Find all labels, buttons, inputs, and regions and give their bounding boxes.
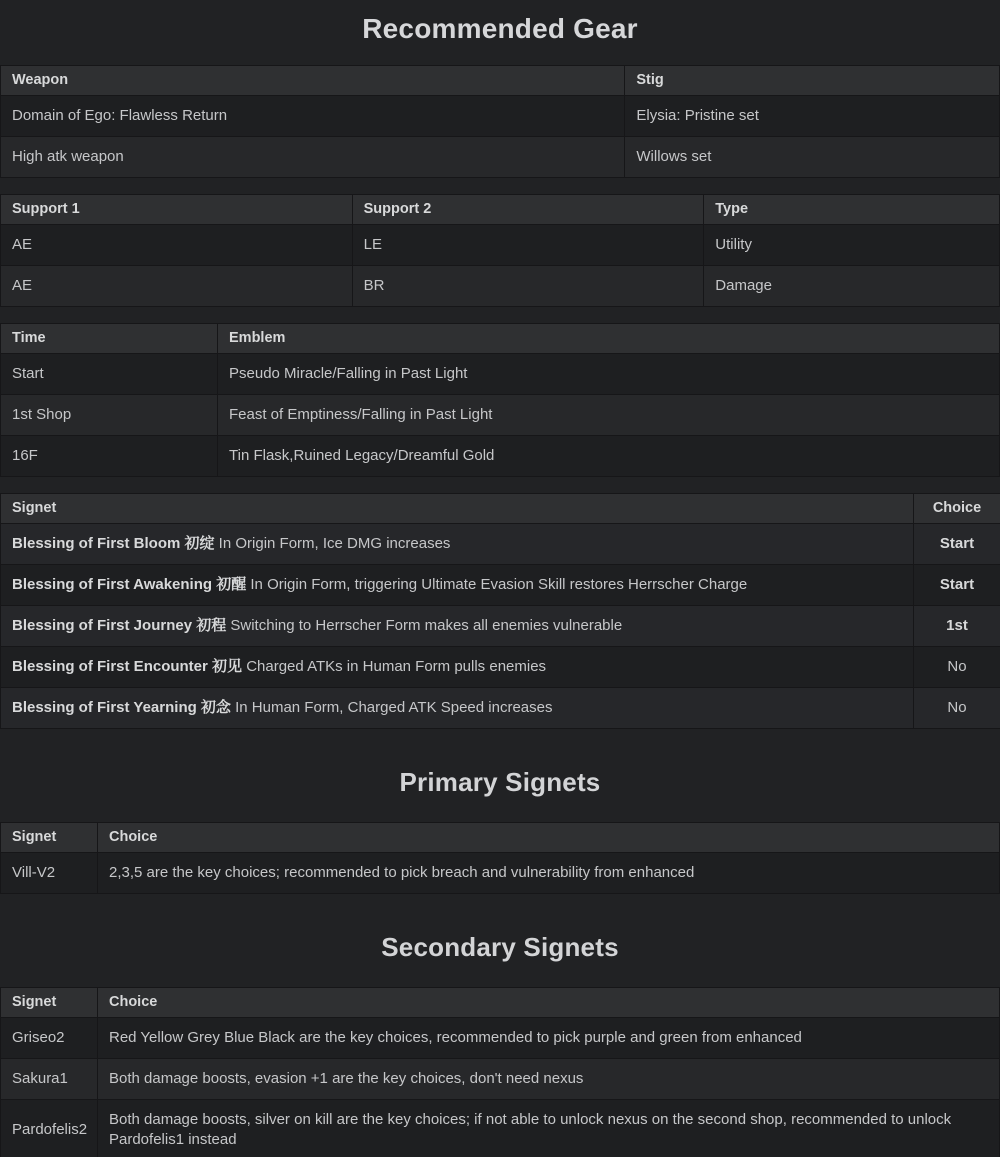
cell-text: Domain of Ego: Flawless Return (12, 107, 228, 124)
column-header: Signet (1, 988, 98, 1018)
table-row (1, 1100, 1000, 1157)
cell-text: Tin Flask,Ruined Legacy/Dreamful Gold (229, 447, 495, 464)
table-cell (352, 225, 704, 266)
primary-signets-table (0, 822, 1000, 894)
gear-table (0, 65, 1000, 178)
gear-header-row (1, 66, 1000, 96)
column-header: Stig (625, 66, 1000, 96)
cell-text: Utility (715, 236, 752, 253)
cell-text: Elysia: Pristine set (636, 107, 759, 124)
table-row (1, 606, 1000, 647)
primary-signets-heading: Primary Signets (399, 767, 601, 797)
signet-header-row (1, 494, 1000, 524)
cell-text: Pardofelis2 (12, 1121, 88, 1138)
cell-text-bold: Blessing of First Awakening 初醒 (12, 576, 247, 593)
page-title: Recommended Gear (362, 13, 638, 44)
table-cell (98, 1100, 1000, 1157)
table-row (1, 266, 1000, 307)
table-cell (914, 647, 1000, 688)
table-row (1, 1059, 1000, 1100)
column-header: Choice (914, 494, 1000, 524)
column-header: Emblem (218, 324, 1000, 354)
cell-text: 2,3,5 are the key choices; recommended to pick breach and vulnerability from enhanced (109, 864, 695, 881)
table-cell (352, 266, 704, 307)
table-row (1, 524, 1000, 565)
cell-text: High atk weapon (12, 148, 124, 165)
column-header: Time (1, 324, 218, 354)
table-cell (625, 96, 1000, 137)
column-header: Support 1 (1, 195, 353, 225)
table-cell (1, 688, 914, 729)
table-row (1, 96, 1000, 137)
table-row (1, 565, 1000, 606)
table-row (1, 688, 1000, 729)
column-header: Support 2 (352, 195, 704, 225)
table-cell (1, 137, 625, 178)
table-cell (914, 524, 1000, 565)
cell-text-bold: Start (939, 535, 975, 552)
table-cell (98, 853, 1000, 894)
table-cell (98, 1018, 1000, 1059)
cell-text: Vill-V2 (12, 864, 56, 881)
cell-text: Switching to Herrscher Form makes all enemies vulnerable (226, 617, 623, 634)
support-header-row (1, 195, 1000, 225)
table-cell (218, 354, 1000, 395)
cell-text-bold: Blessing of First Yearning 初念 (12, 699, 231, 716)
table-cell (1, 266, 353, 307)
table-cell (218, 436, 1000, 477)
cell-text: Griseo2 (12, 1029, 65, 1046)
primary-signets-header-row (1, 823, 1000, 853)
table-row (1, 354, 1000, 395)
cell-text: No (947, 658, 967, 675)
table-cell (704, 225, 1000, 266)
cell-text: In Human Form, Charged ATK Speed increases (230, 699, 553, 716)
secondary-signets-header-row (1, 988, 1000, 1018)
cell-text-bold: Start (939, 576, 975, 593)
cell-text: AE (12, 277, 33, 294)
table-cell (704, 266, 1000, 307)
secondary-signets-table (0, 987, 1000, 1157)
cell-text: Start (12, 365, 44, 382)
column-header: Type (704, 195, 1000, 225)
cell-text: LE (363, 236, 382, 253)
table-cell (1, 524, 914, 565)
cell-text: Both damage boosts, evasion +1 are the key choices, don't need nexus (109, 1070, 584, 1087)
cell-text-bold: Blessing of First Bloom 初绽 (12, 535, 215, 552)
table-cell (218, 395, 1000, 436)
table-cell (1, 96, 625, 137)
table-cell (914, 606, 1000, 647)
cell-text: No (947, 699, 967, 716)
table-cell (1, 354, 218, 395)
emblem-table (0, 323, 1000, 477)
table-cell (1, 565, 914, 606)
cell-text: In Origin Form, triggering Ultimate Evasion Skill restores Herrscher Charge (246, 576, 748, 593)
cell-text: Charged ATKs in Human Form pulls enemies (242, 658, 547, 675)
table-row (1, 137, 1000, 178)
table-cell (1, 853, 98, 894)
table-cell (1, 1100, 98, 1157)
table-row (1, 647, 1000, 688)
cell-text: Both damage boosts, silver on kill are the key choices; if not able to unlock nexus on the second shop, recommended to unlock Pardofelis1 instead (109, 1111, 952, 1148)
table-cell (1, 1018, 98, 1059)
cell-text: AE (12, 236, 33, 253)
table-cell (98, 1059, 1000, 1100)
signet-choice-table (0, 493, 1000, 729)
table-cell (1, 606, 914, 647)
cell-text: Feast of Emptiness/Falling in Past Light (229, 406, 493, 423)
cell-text-bold: 1st (946, 617, 968, 634)
table-cell (914, 565, 1000, 606)
column-header: Signet (1, 494, 914, 524)
table-row (1, 225, 1000, 266)
table-row (1, 395, 1000, 436)
cell-text: In Origin Form, Ice DMG increases (214, 535, 451, 552)
cell-text: 1st Shop (12, 406, 72, 423)
cell-text: Damage (715, 277, 772, 294)
cell-text-bold: Blessing of First Encounter 初见 (12, 658, 243, 675)
cell-text: Sakura1 (12, 1070, 68, 1087)
cell-text: BR (363, 277, 385, 294)
column-header: Choice (98, 988, 1000, 1018)
table-cell (1, 1059, 98, 1100)
table-row (1, 1018, 1000, 1059)
table-cell (1, 436, 218, 477)
emblem-header-row (1, 324, 1000, 354)
table-row (1, 853, 1000, 894)
cell-text: Red Yellow Grey Blue Black are the key choices, recommended to pick purple and green from enhanced (109, 1029, 802, 1046)
column-header: Weapon (1, 66, 625, 96)
cell-text-bold: Blessing of First Journey 初程 (12, 617, 227, 634)
table-cell (625, 137, 1000, 178)
table-cell (1, 395, 218, 436)
column-header: Choice (98, 823, 1000, 853)
table-cell (1, 225, 353, 266)
cell-text: Willows set (636, 148, 712, 165)
cell-text: 16F (12, 447, 38, 464)
support-table (0, 194, 1000, 307)
table-cell (1, 647, 914, 688)
table-row (1, 436, 1000, 477)
cell-text: Pseudo Miracle/Falling in Past Light (229, 365, 468, 382)
column-header: Signet (1, 823, 98, 853)
secondary-signets-heading: Secondary Signets (381, 932, 619, 962)
table-cell (914, 688, 1000, 729)
